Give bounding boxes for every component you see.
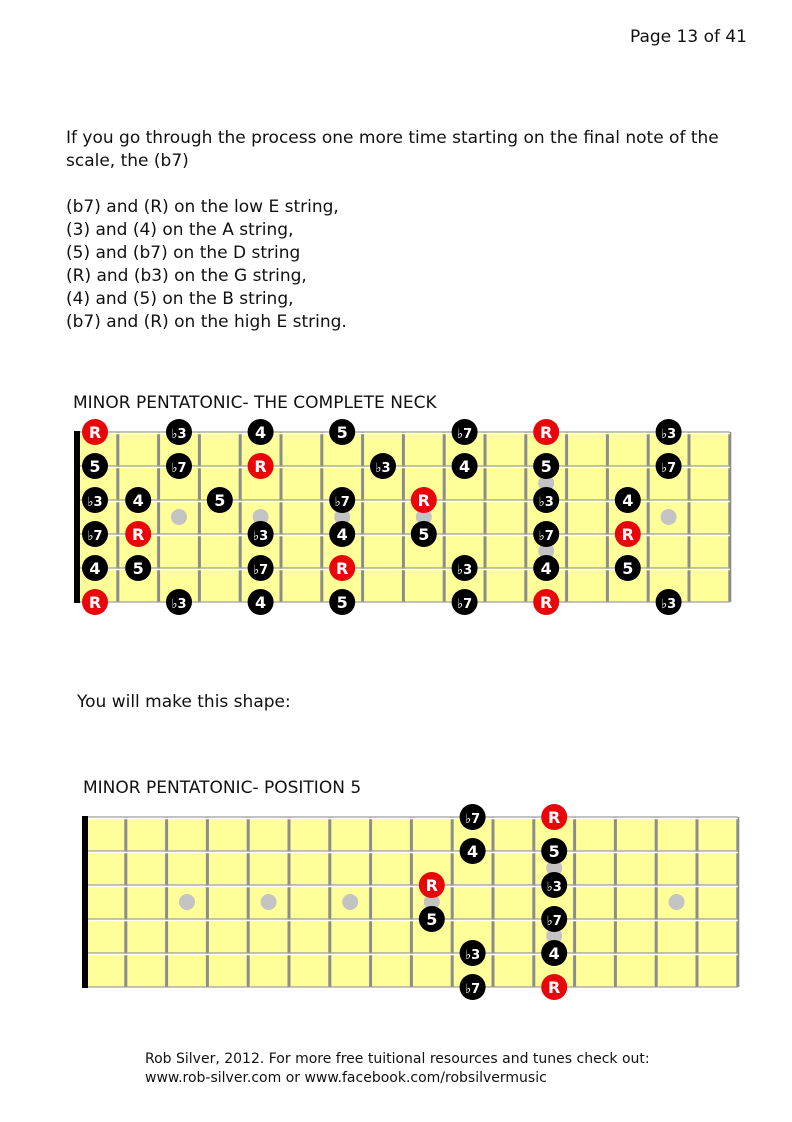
note-label: ♭3 — [661, 597, 677, 612]
note-label: ♭7 — [465, 812, 481, 827]
note-label: 5 — [336, 423, 348, 442]
note-label: 5 — [426, 910, 438, 929]
note-label: ♭7 — [661, 461, 677, 476]
note-label: ♭3 — [171, 597, 187, 612]
fret-wire — [247, 817, 250, 987]
fret-wire — [614, 817, 617, 987]
fret-wire — [655, 817, 658, 987]
string-line: (b7) and (R) on the low E string, — [66, 197, 339, 217]
note-label: R — [336, 559, 349, 578]
note-label: 4 — [255, 423, 267, 442]
note-label: ♭3 — [546, 880, 562, 895]
note-label: ♭3 — [661, 427, 677, 442]
fret-wire — [410, 817, 413, 987]
fret-wire — [532, 817, 535, 987]
string-line: (4) and (5) on the B string, — [66, 289, 294, 309]
fret-wire — [492, 817, 495, 987]
fret-wire — [206, 817, 209, 987]
note-label: 4 — [622, 491, 634, 510]
footer — [145, 1050, 650, 1088]
fret-wire — [451, 817, 454, 987]
fret-wire — [484, 432, 487, 602]
note-label: R — [417, 491, 430, 510]
note-label: 5 — [622, 559, 634, 578]
fret-wire — [361, 432, 364, 602]
note-label: ♭3 — [465, 948, 481, 963]
fret-wire — [728, 432, 731, 602]
note-label: ♭3 — [538, 495, 554, 510]
note-label: 4 — [89, 559, 101, 578]
note-label: ♭7 — [546, 914, 562, 929]
diagram-title-complete-neck: MINOR PENTATONIC- THE COMPLETE NECK — [73, 393, 437, 413]
fret-wire — [116, 432, 119, 602]
note-label: R — [425, 876, 438, 895]
diagram-title-position-5: MINOR PENTATONIC- POSITION 5 — [83, 778, 362, 798]
note-label: ♭7 — [253, 563, 269, 578]
note-label: ♭7 — [87, 529, 103, 544]
fret-wire — [369, 817, 372, 987]
fret-wire — [320, 432, 323, 602]
note-label: ♭3 — [253, 529, 269, 544]
string-line: (5) and (b7) on the D string — [66, 243, 301, 263]
note-label: 4 — [459, 457, 471, 476]
note-label: R — [540, 423, 553, 442]
note-label: 4 — [132, 491, 144, 510]
fret-inlay-dot — [171, 509, 187, 525]
fret-wire — [573, 817, 576, 987]
fret-wire — [239, 432, 242, 602]
note-label: 4 — [540, 559, 552, 578]
note-label: 5 — [336, 593, 348, 612]
fret-wire — [647, 432, 650, 602]
fret-wire — [288, 817, 291, 987]
note-label: 5 — [418, 525, 430, 544]
note-label: ♭7 — [457, 597, 473, 612]
nut — [74, 431, 80, 603]
fret-wire — [606, 432, 609, 602]
fret-wire — [402, 432, 405, 602]
note-label: ♭3 — [171, 427, 187, 442]
note-label: 5 — [540, 457, 552, 476]
string-line: (b7) and (R) on the high E string. — [66, 312, 347, 332]
fretboard-position-5 — [0, 800, 792, 1005]
fret-wire — [328, 817, 331, 987]
note-label: 4 — [467, 842, 479, 861]
note-label: 5 — [548, 842, 560, 861]
fret-wire — [443, 432, 446, 602]
fret-wire — [124, 817, 127, 987]
note-label: 5 — [132, 559, 144, 578]
fret-inlay-dot — [179, 894, 195, 910]
fretboard-complete-neck — [0, 415, 792, 620]
note-label: R — [88, 423, 102, 442]
footer-credit: Rob Silver, 2012. For more free tuitional resources and tunes check out: — [145, 1051, 650, 1067]
fret-wire — [688, 432, 691, 602]
fret-wire — [565, 432, 568, 602]
fret-inlay-dot — [669, 894, 685, 910]
note-label: ♭7 — [457, 427, 473, 442]
fret-wire — [280, 432, 283, 602]
note-label: 4 — [255, 593, 267, 612]
note-label: ♭7 — [538, 529, 554, 544]
note-label: R — [88, 593, 102, 612]
string-line: (3) and (4) on the A string, — [66, 220, 294, 240]
note-label: ♭7 — [465, 982, 481, 997]
note-label: 4 — [336, 525, 348, 544]
note-label: R — [540, 593, 553, 612]
note-label: 4 — [548, 944, 560, 963]
fret-wire — [198, 432, 201, 602]
note-label: R — [548, 978, 561, 997]
note-label: ♭3 — [457, 563, 473, 578]
note-label: 5 — [214, 491, 226, 510]
note-label: R — [132, 525, 145, 544]
nut — [82, 816, 88, 988]
instruction-text: You will make this shape: — [77, 692, 291, 712]
note-label: 5 — [89, 457, 101, 476]
note-label: ♭3 — [375, 461, 391, 476]
note-label: ♭3 — [87, 495, 103, 510]
footer-links: www.rob-silver.com or www.facebook.com/robsilvermusic — [145, 1070, 547, 1086]
fret-inlay-dot — [261, 894, 277, 910]
fret-wire — [524, 432, 527, 602]
fret-inlay-dot — [661, 509, 677, 525]
note-label: R — [254, 457, 267, 476]
note-label: R — [548, 808, 561, 827]
note-label: ♭7 — [334, 495, 350, 510]
fret-wire — [157, 432, 160, 602]
string-line: (R) and (b3) on the G string, — [66, 266, 307, 286]
note-label: R — [621, 525, 634, 544]
intro-paragraph: If you go through the process one more time starting on the final note of the scale, the (b7) — [66, 128, 719, 171]
fret-wire — [736, 817, 739, 987]
intro-text — [66, 127, 756, 334]
fret-wire — [696, 817, 699, 987]
fret-wire — [165, 817, 168, 987]
fret-inlay-dot — [342, 894, 358, 910]
note-label: ♭7 — [171, 461, 187, 476]
page-number: Page 13 of 41 — [629, 27, 747, 47]
